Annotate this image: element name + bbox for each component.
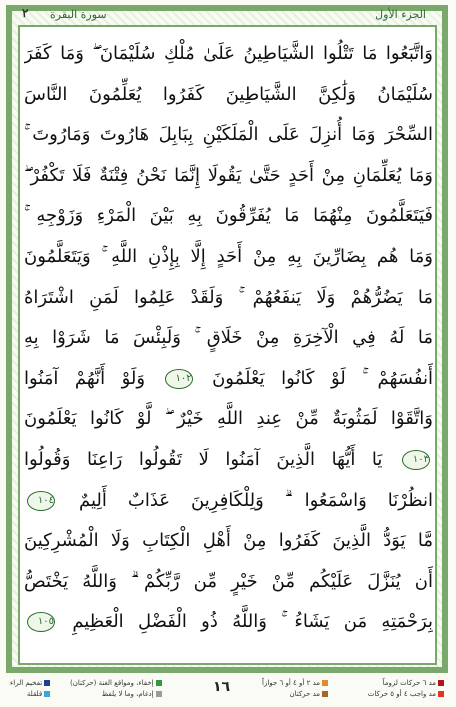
swatch-red-dark xyxy=(438,680,444,686)
quran-text xyxy=(24,34,433,643)
ayah-number-102: ١٠٢ xyxy=(165,369,193,389)
juz-title: الجزء الأول xyxy=(375,8,426,21)
page-number: ١٦ xyxy=(213,679,231,695)
ayah-number-104: ١٠٤ xyxy=(27,491,55,511)
text-line-15 xyxy=(24,602,433,643)
legend-group-madd xyxy=(368,678,444,700)
legend-item-madd-wajib: مد واجب ٤ أو ٥ حركات xyxy=(368,689,444,700)
text-line-13: مَّا يَوَدُّ الَّذِينَ كَفَرُوا مِنْ أَهْلِ الْكِتَابِ وَلَا الْمُشْرِكِينَ xyxy=(24,530,433,552)
text-line-4: وَمَا يُعَلِّمَانِ مِنْ أَحَدٍ حَتَّىٰ يَقُولَا إِنَّمَا نَحْنُ فِتْنَةٌ فَلَا تَكْفُرْ ۖ xyxy=(24,164,433,186)
line-15-text: بِرَحْمَتِهِ مَن يَشَاءُ ۚ وَاللَّهُ ذُو الْفَضْلِ الْعَظِيمِ xyxy=(72,611,433,633)
line-11-text: يَا أَيُّهَا الَّذِينَ آمَنُوا لَا تَقُولُوا رَاعِنَا وَقُولُوا xyxy=(24,448,383,470)
tajweed-legend-footer xyxy=(6,676,448,702)
swatch-orange xyxy=(322,680,328,686)
line-9-text: أَنفُسَهُمْ ۚ لَوْ كَانُوا يَعْلَمُونَ xyxy=(212,367,433,389)
legend-item-ikhfa: إخفاء، ومواقع الغنة (حركتان) xyxy=(70,678,162,689)
legend-group-ikhfa xyxy=(70,678,162,700)
ayah-number-105: ١٠٥ xyxy=(27,612,55,632)
swatch-blue xyxy=(44,691,50,697)
text-line-10: وَاتَّقَوْا لَمَثُوبَةٌ مِّنْ عِندِ اللَّهِ خَيْرٌ ۖ لَّوْ كَانُوا يَعْلَمُونَ xyxy=(24,408,433,430)
legend-item-madd-6: مد ٦ حركات لزوماً xyxy=(368,678,444,689)
text-line-3: السِّحْرَ وَمَا أُنزِلَ عَلَى الْمَلَكَيْنِ بِبَابِلَ هَارُوتَ وَمَارُوتَ ۚ xyxy=(24,124,433,146)
line-9-tail: وَلَوْ أَنَّهُمْ آمَنُوا xyxy=(24,367,146,389)
swatch-red xyxy=(438,691,444,697)
text-line-12 xyxy=(24,481,433,522)
legend-item-qalqala: قلقلة xyxy=(10,689,50,700)
swatch-gray xyxy=(156,691,162,697)
legend-item-tafkheem: تفخيم الراء xyxy=(10,678,50,689)
text-line-2: سُلَيْمَانُ وَلَٰكِنَّ الشَّيَاطِينَ كَفَرُوا يُعَلِّمُونَ النَّاسَ xyxy=(24,83,433,105)
text-line-5: فَيَتَعَلَّمُونَ مِنْهُمَا مَا يُفَرِّقُونَ بِهِ بَيْنَ الْمَرْءِ وَزَوْجِهِ ۚ xyxy=(24,205,433,227)
text-line-11 xyxy=(24,440,433,481)
line-12-text: انظُرْنَا وَاسْمَعُوا ۗ وَلِلْكَافِرِينَ عَذَابٌ أَلِيمٌ xyxy=(79,489,433,511)
text-line-8: مَا لَهُ فِي الْآخِرَةِ مِنْ خَلَاقٍ ۚ وَلَبِئْسَ مَا شَرَوْا بِهِ xyxy=(24,327,433,349)
legend-item-madd-harakatan: مد حركتان xyxy=(262,689,328,700)
text-line-14: أَن يُنَزَّلَ عَلَيْكُم مِّنْ خَيْرٍ مِّن رَّبِّكُمْ ۗ وَاللَّهُ يَخْتَصُّ xyxy=(24,570,433,592)
text-line-6: وَمَا هُم بِضَارِّينَ بِهِ مِنْ أَحَدٍ إِلَّا بِإِذْنِ اللَّهِ ۚ وَيَتَعَلَّمُونَ xyxy=(24,245,433,267)
legend-group-tafkheem xyxy=(10,678,50,700)
text-line-7: مَا يَضُرُّهُمْ وَلَا يَنفَعُهُمْ ۚ وَلَقَدْ عَلِمُوا لَمَنِ اشْتَرَاهُ xyxy=(24,286,433,308)
swatch-brown xyxy=(322,691,328,697)
swatch-green xyxy=(156,680,162,686)
surah-title: سورة البقرة xyxy=(50,8,107,21)
text-line-1: وَاتَّبَعُوا مَا تَتْلُوا الشَّيَاطِينُ عَلَىٰ مُلْكِ سُلَيْمَانَ ۖ وَمَا كَفَرَ xyxy=(24,43,433,64)
legend-item-madd-jawaz: مد ٢ أو ٤ أو ٦ جوازاً xyxy=(262,678,328,689)
legend-group-madd-2 xyxy=(262,678,328,700)
text-line-9 xyxy=(24,359,433,400)
header-page-number: ٢ xyxy=(22,6,29,20)
swatch-blue-dark xyxy=(44,680,50,686)
legend-item-idgham: إدغام، وما لا يلفظ xyxy=(70,689,162,700)
ayah-number-103: ١٠٣ xyxy=(402,450,430,470)
